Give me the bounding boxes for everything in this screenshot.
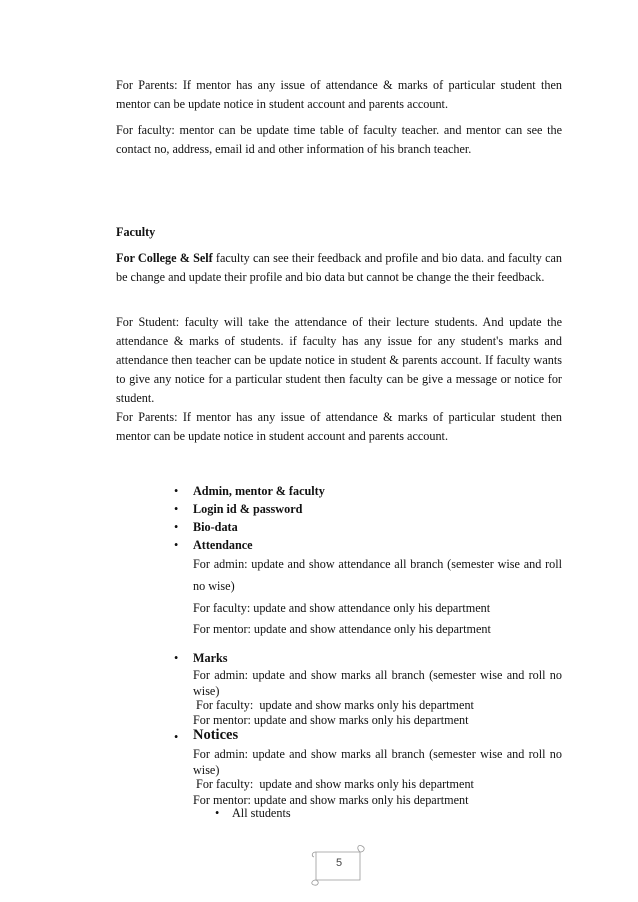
attendance-admin-text: For admin: update and show attendance all branch (semester wise and roll no wise) [193, 557, 562, 593]
college-self-text: faculty can see their feedback and profile and bio data. and faculty can be change and update their profile and bio data but cannot be change the their feedback. [116, 251, 562, 284]
paragraph-parents: For Parents: If mentor has any issue of attendance & marks of particular student then mentor can be update notice in student account and parents account. [116, 410, 562, 443]
notices-mentor-text: For mentor: update and show marks only his department [193, 793, 469, 807]
faculty-heading: Faculty [116, 225, 156, 239]
bullet-icon: • [174, 484, 179, 498]
bullet-marks: Marks [193, 651, 228, 665]
bullet-bio-data: Bio-data [193, 520, 238, 534]
bullet-admin-mentor-faculty: Admin, mentor & faculty [193, 484, 325, 498]
college-self-label: For College & Self [116, 251, 213, 265]
paragraph-student: For Student: faculty will take the attendance of their lecture students. And update the attendance & marks of students. if faculty has any issue for any student's marks and attendance then teacher can be update notice in student & parents account. If faculty wants to give any notice for a particular student then faculty can be give a message or notice for student. [116, 315, 562, 405]
sub-bullet-all-students: All students [232, 806, 291, 820]
bullet-icon: • [174, 538, 179, 552]
paragraph-faculty-mentor: For faculty: mentor can be update time table of faculty teacher. and mentor can see the contact no, address, email id and other information of his branch teacher. [116, 123, 562, 156]
attendance-mentor-text: For mentor: update and show attendance only his department [193, 622, 491, 636]
bullet-icon: • [174, 502, 179, 516]
bullet-icon: • [215, 806, 220, 820]
bullet-icon: • [174, 651, 179, 665]
bullet-icon: • [174, 520, 179, 534]
marks-mentor-text: For mentor: update and show marks only his department [193, 713, 469, 727]
attendance-faculty-text: For faculty: update and show attendance only his department [193, 601, 491, 615]
bullet-attendance: Attendance [193, 538, 253, 552]
notices-admin-text: For admin: update and show marks all branch (semester wise and roll no wise) [193, 747, 562, 777]
marks-faculty-text: For faculty: update and show marks only his department [193, 698, 474, 712]
marks-admin-text: For admin: update and show marks all branch (semester wise and roll no wise) [193, 668, 562, 698]
bullet-icon: • [174, 730, 179, 744]
notices-faculty-text: For faculty: update and show marks only his department [193, 777, 474, 791]
page-number: 5 [336, 857, 343, 869]
paragraph-parents-mentor: For Parents: If mentor has any issue of attendance & marks of particular student then mentor can be update notice in student account and parents account. [116, 78, 562, 111]
bullet-notices: Notices [193, 727, 239, 743]
paragraph-college-self [116, 249, 562, 287]
bullet-login: Login id & password [193, 502, 303, 516]
